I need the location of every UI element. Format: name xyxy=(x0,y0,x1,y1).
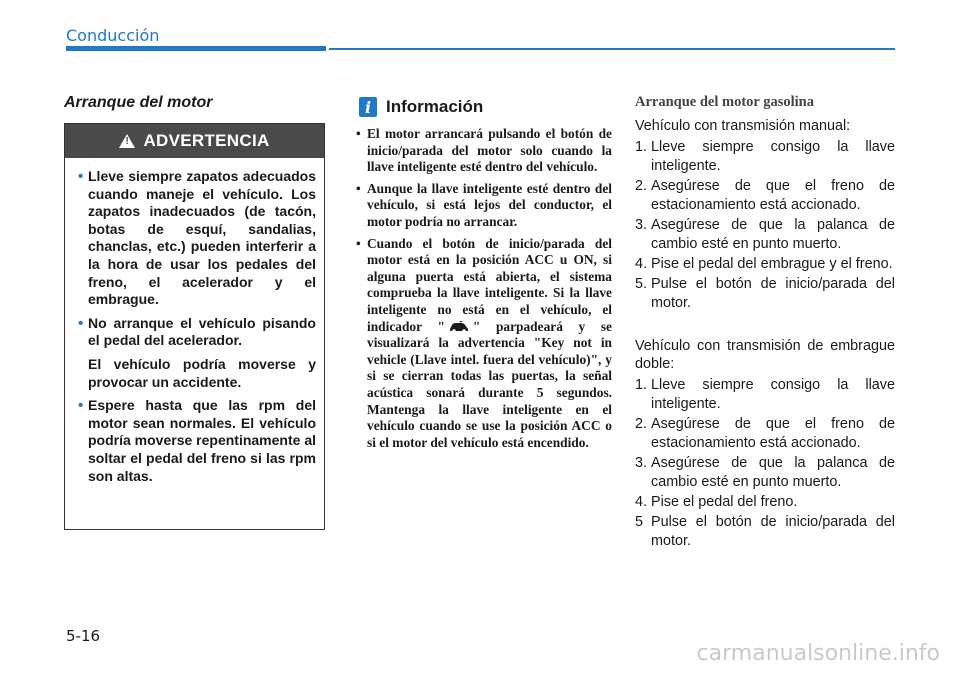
warning-list xyxy=(65,158,324,485)
info-list xyxy=(356,126,612,456)
warning-item xyxy=(78,397,316,485)
step-item xyxy=(635,177,895,215)
warning-item-text: • Espere hasta que las rpm del motor sean normales. El vehículo podría moverse repentinamente al soltar el pedal del freno si las rpm son altas. xyxy=(88,397,316,484)
car-key-indicator-icon xyxy=(448,321,470,333)
warning-item xyxy=(78,168,316,309)
step-text: Lleve siempre consigo la llave inteligente. xyxy=(651,377,895,412)
header-rule-thick xyxy=(66,46,326,51)
section-title: Arranque del motor xyxy=(64,94,213,111)
step-text: Asegúrese de que la palanca de cambio esté en punto muerto. xyxy=(651,455,895,490)
step-number: 3. xyxy=(635,455,648,472)
step-number: 3. xyxy=(635,216,648,233)
step-text: Asegúrese de que el freno de estacionamiento está accionado. xyxy=(651,416,895,451)
step-item xyxy=(635,216,895,254)
gasoline-start-title: Arranque del motor gasolina xyxy=(635,94,814,110)
step-item xyxy=(635,138,895,176)
step-text: Pulse el botón de inicio/parada del motor. xyxy=(651,514,895,550)
gasoline-start-section xyxy=(635,94,895,552)
warning-triangle-icon: ! xyxy=(119,134,135,148)
step-number: 5 xyxy=(635,514,644,531)
manual-subtitle: Vehículo con transmisión manual: xyxy=(635,118,851,134)
warning-item-text: • Lleve siempre zapatos adecuados cuando maneje el vehículo. Los zapatos inadecuados (de tacón, botas de esquí, sandalias, chanclas, etc.) pueden interferir a la hora de usar los pedales del freno, el acelerador y el embrague. xyxy=(88,168,316,308)
step-text: Pise el pedal del freno. xyxy=(651,494,798,511)
info-icon: i xyxy=(359,97,377,117)
header-rule-thin xyxy=(329,48,895,50)
info-header xyxy=(359,97,483,117)
step-number: 2. xyxy=(635,416,648,433)
step-number: 2. xyxy=(635,177,648,194)
step-item xyxy=(635,255,895,274)
warning-item xyxy=(78,315,316,391)
step-number: 4. xyxy=(635,255,648,272)
step-item xyxy=(635,493,895,512)
section-header: Conducción xyxy=(66,26,160,45)
step-item xyxy=(635,415,895,453)
step-number: 4. xyxy=(635,494,648,511)
warning-box xyxy=(64,123,325,530)
step-text: Pise el pedal del embrague y el freno. xyxy=(651,255,893,272)
step-item xyxy=(635,275,895,313)
info-item: • Aunque la llave inteligente esté dentro del vehículo, si está lejos del conductor, el motor podría no arrancar. xyxy=(356,181,612,231)
info-item xyxy=(356,236,612,452)
step-number: 1. xyxy=(635,138,648,155)
step-text: Asegúrese de que el freno de estacionamiento está accionado. xyxy=(651,177,895,213)
warning-item-text: • No arranque el vehículo pisando el pedal del acelerador. xyxy=(88,314,316,349)
dct-steps xyxy=(635,376,895,551)
page-number: 5-16 xyxy=(66,627,101,645)
step-item xyxy=(635,454,895,492)
warning-item-note: El vehículo podría moverse y provocar un accidente. xyxy=(88,355,316,390)
step-number: 1. xyxy=(635,377,648,394)
step-text: Pulse el botón de inicio/parada del motor. xyxy=(651,275,895,311)
step-item xyxy=(635,376,895,414)
dct-subtitle: Vehículo con transmisión de embrague doble: xyxy=(635,337,895,373)
info-item-text-before: Cuando el botón de inicio/parada del motor está en la posición ACC u ON, si alguna puerta está abierta, el sistema comprueba la llave inteligente. Si la llave inteligente no está en el vehículo, el indicador " xyxy=(367,235,612,334)
step-text: Asegúrese de que la palanca de cambio esté en punto muerto. xyxy=(651,216,895,252)
info-item-text-after: " parpadeará y se visualizará la advertencia "Key not in vehicle (Llave intel. fuera del vehículo)", y si se cierran todas las puertas, la señal acústica sonará durante 5 segundos. Mantenga la llave inteligente en el vehículo cuando se use la posición ACC o si el motor del vehículo está encendido. xyxy=(367,318,613,450)
info-title: Información xyxy=(386,97,484,116)
info-item: • El motor arrancará pulsando el botón de inicio/parada del motor solo cuando la llave inteligente esté dentro del vehículo. xyxy=(356,126,612,176)
manual-steps xyxy=(635,138,895,313)
watermark: carmanualsonline.info xyxy=(696,641,940,666)
step-text: Lleve siempre consigo la llave inteligente. xyxy=(651,138,895,174)
step-number: 5. xyxy=(635,275,648,292)
warning-title: ADVERTENCIA xyxy=(143,131,270,150)
step-item xyxy=(635,513,895,551)
warning-header xyxy=(65,124,324,158)
